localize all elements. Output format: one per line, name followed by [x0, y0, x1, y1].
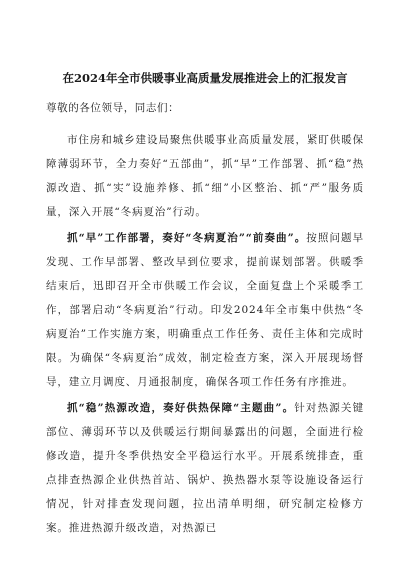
paragraph-text: 按照问题早发现、工作早部署、整改早到位要求，提前谋划部署。供暖季结束后，迅即召开全市供暖工作会议，全面复盘上个采暖季工作，部署启动“冬病夏治”行动。印发2024年全市集中供热“冬病夏治”工作实施方案，明确重点工作任务、责任主体和完成时限。为确保“冬病夏治”成效，制定检查方案，深入开展现场督导，建立月调度、月通报制度，确保各项工作任务有序推进。	[46, 232, 364, 388]
paragraph-lead: 抓“早”工作部署，奏好“冬病夏治”“前奏曲”。	[67, 232, 307, 244]
paragraph-text: 针对热源关键部位、薄弱环节以及供暖运行期间暴露出的问题，全面进行检修改造，提升冬季供热安全平稳运行水平。开展系统排查，重点排查热源企业供热首站、锅炉、换热器水泵等设施设备运行情况，针对排查发现问题，拉出清单明细，研究制定检修方案。推进热源升级改造，对热源已	[46, 402, 365, 534]
document-title: 在2024年全市供暖事业高质量发展推进会上的汇报发言	[62, 71, 348, 85]
paragraph-lead: 抓“稳”热源改造，奏好供热保障“主题曲”。	[67, 402, 295, 414]
paragraph-intro	[46, 128, 364, 224]
salutation: 尊敬的各位领导，同志们：	[46, 102, 180, 114]
paragraph-early-deployment	[46, 226, 364, 394]
paragraph-text: 市住房和城乡建设局聚焦供暖事业高质量发展，紧盯供暖保障薄弱环节，全力奏好“五部曲”，抓“早”工作部署、抓“稳”热源改造、抓“实”设施养修、抓“细”小区整治、抓“严”服务质量，深入开展“冬病夏治”行动。	[46, 134, 364, 218]
paragraph-heat-source	[46, 396, 364, 540]
